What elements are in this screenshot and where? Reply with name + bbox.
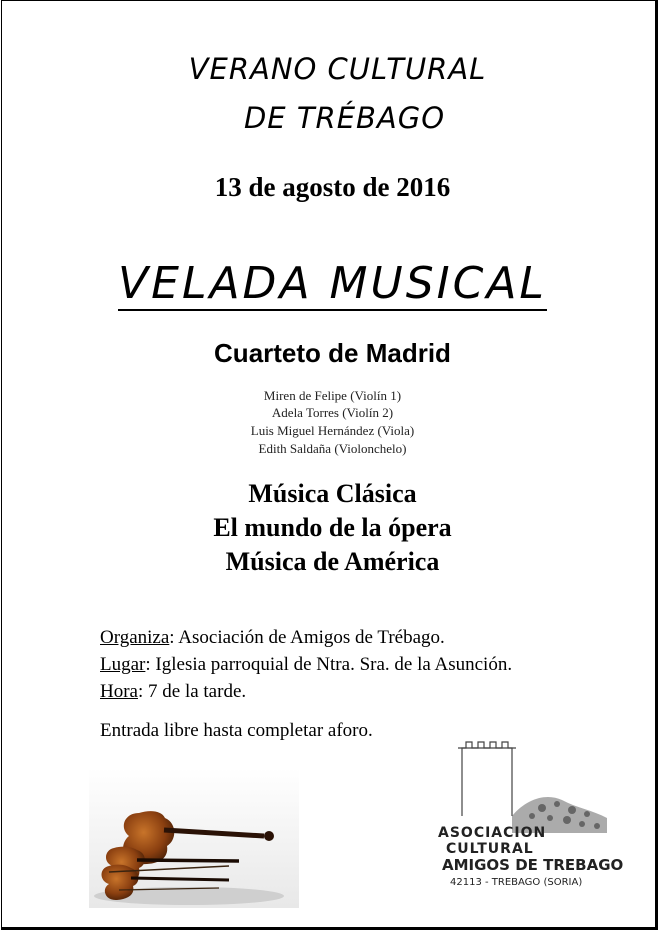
hora-value: : 7 de la tarde. <box>137 681 247 702</box>
program-item-3: Música de América <box>225 547 440 576</box>
entrance-note: Entrada libre hasta completar aforo. <box>100 720 373 741</box>
event-date: 13 de agosto de 2016 <box>214 172 451 202</box>
logo-line-3: AMIGOS DE TREBAGO <box>442 856 624 874</box>
member-1: Miren de Felipe (Violín 1) <box>263 388 402 403</box>
organiza-label: Organiza <box>100 627 170 648</box>
lugar-line <box>100 654 512 676</box>
logo-line-2: CULTURAL <box>446 841 534 857</box>
member-4: Edith Saldaña (Violonchelo) <box>258 441 407 456</box>
program-item-2: El mundo de la ópera <box>213 513 452 542</box>
member-2: Adela Torres (Violín 2) <box>271 405 394 420</box>
ensemble-name: Cuarteto de Madrid <box>214 338 451 368</box>
event-title <box>0 258 665 309</box>
violins-image <box>89 768 299 908</box>
organiza-line <box>100 627 445 649</box>
program-item-1: Música Clásica <box>248 479 417 508</box>
organiza-value: : Asociación de Amigos de Trébago. <box>169 627 445 648</box>
lugar-value: : Iglesia parroquial de Ntra. Sra. de la Asunción. <box>145 654 513 675</box>
hora-line <box>100 681 246 703</box>
lugar-label: Lugar <box>100 654 146 675</box>
logo-line-4: 42113 - TREBAGO (SORIA) <box>450 877 583 888</box>
association-logo <box>432 738 622 898</box>
header-line-2: DE TRÉBAGO <box>243 101 446 135</box>
castle-tower-icon <box>432 738 622 898</box>
member-3: Luis Miguel Hernández (Viola) <box>250 423 415 438</box>
hora-label: Hora <box>100 681 138 702</box>
event-title-text: VELADA MUSICAL <box>118 258 547 309</box>
logo-line-1: ASOCIACION <box>438 825 547 841</box>
header-line-1: VERANO CULTURAL <box>188 52 487 86</box>
